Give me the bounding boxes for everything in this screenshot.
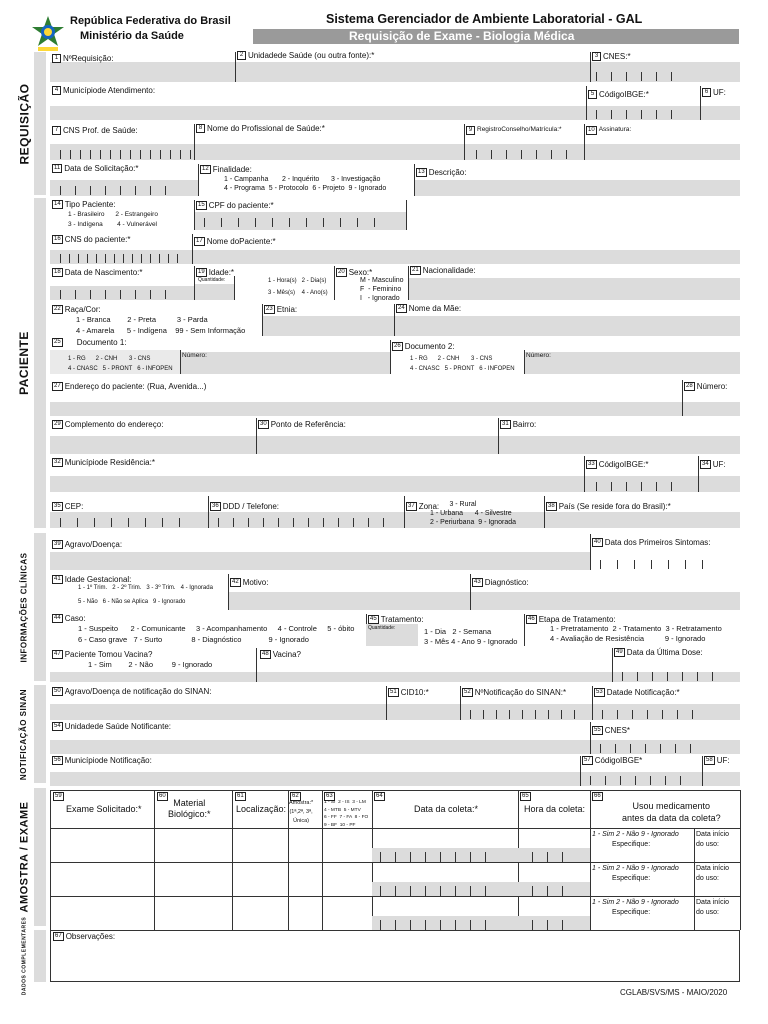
- field-idade-gestacional[interactable]: 41 Idade Gestacional:: [54, 575, 132, 584]
- documento-2-options: 1 - RG 2 - CNH 3 - CNS 4 - CNASC 5 - PRONT 6 - INFOPEN: [410, 356, 515, 372]
- form-title: Requisição de Exame - Biologia Médica: [253, 29, 739, 44]
- field-uf[interactable]: 6 UF:: [702, 88, 726, 97]
- field-diagnostico[interactable]: 43 Diagnóstico:: [474, 578, 529, 587]
- field-descricao[interactable]: 13 Descrição:: [418, 168, 467, 177]
- data-inicio-1: Data início do uso:: [696, 831, 730, 848]
- vacina-options: 1 - Sim 2 - Não 9 - Ignorado: [88, 660, 213, 669]
- field-data-nascimento[interactable]: 18 Data de Nascimento:*: [54, 268, 143, 277]
- idade-gestacional-options: 1 - 1º Trim. 2 - 2º Trim. 3 - 3º Trim. 4 - Ignorada 5 - Não 6 - Não se Aplica 9 - Ignorado: [78, 585, 213, 605]
- idade-options: 1 - Hora(s) 2 - Dia(s) 3 - Mês(s) 4 - Ano(s): [268, 278, 328, 296]
- field-idade[interactable]: 19 Idade:*: [198, 268, 235, 277]
- section-requisicao: REQUISIÇÃO: [17, 82, 32, 165]
- idade-quantidade-label: Quantidade:: [198, 277, 226, 283]
- field-cns-paciente[interactable]: 16 CNS do paciente:*: [54, 235, 131, 244]
- field-endereco[interactable]: 27 Endereço do paciente: (Rua, Avenida...): [54, 382, 207, 391]
- field-agravo-doenca[interactable]: 39 Agravo/Doença:: [54, 540, 123, 549]
- col-amostra-codes: 1 - SI 2 - IS 3 - LM 4 - MTB 5 - MTV 6 - FF 7 - FA 8 - FO 9 - BF 10 - PF: [324, 800, 369, 828]
- field-uf-notificacao[interactable]: 58 UF:: [706, 756, 730, 765]
- col-exame-solicitado: Exame Solicitado:*: [66, 804, 142, 814]
- field-agravo-sinan[interactable]: 50 Agravo/Doença de notificação do SINAN:: [54, 687, 212, 696]
- tratamento-quantidade-label: Quantidade:: [368, 625, 396, 631]
- field-unidade-saude[interactable]: 2 Unidadede Saúde (ou outra fonte):*: [237, 51, 374, 60]
- field-cpf-paciente[interactable]: 15 CPF do paciente:*: [198, 201, 274, 210]
- section-paciente: PACIENTE: [17, 331, 32, 395]
- tipo-paciente-options: 1 - Brasileiro 2 - Estrangeiro 3 - Indígena 4 - Vulnerável: [68, 211, 158, 228]
- field-unidade-notificante[interactable]: 54 Unidadede Saúde Notificante:: [54, 722, 171, 731]
- field-municipio-notificacao[interactable]: 56 Municípiode Notificação:: [54, 756, 152, 765]
- col-localizacao: Localização:: [236, 804, 287, 814]
- field-finalidade[interactable]: 12 Finalidade:: [202, 165, 252, 174]
- field-tipo-paciente[interactable]: 14 Tipo Paciente:: [54, 200, 116, 209]
- section-amostra-exame: AMOSTRA / EXAME: [18, 801, 30, 913]
- data-inicio-2: Data início do uso:: [696, 865, 730, 882]
- section-notificacao-sinan: NOTIFICAÇÃO SINAN: [19, 688, 29, 780]
- col-hora-coleta: Hora da coleta:: [524, 804, 586, 814]
- col-data-coleta: Data da coleta:*: [414, 804, 479, 814]
- field-nome-paciente[interactable]: 17 Nome doPaciente:*: [196, 237, 276, 246]
- field-data-ultima-dose[interactable]: 49 Data da Última Dose:: [616, 648, 703, 657]
- field-cnes-notificante[interactable]: 55 CNES*: [594, 726, 631, 735]
- data-inicio-3: Data início do uso:: [696, 899, 730, 916]
- field-nome-profissional[interactable]: 8 Nome do Profissional de Saúde:*: [196, 124, 325, 133]
- medicamento-options-1: 1 - Sim 2 - Não 9 - Ignorado: [592, 831, 679, 838]
- field-uf-residencia[interactable]: 34 UF:: [702, 460, 726, 469]
- field-etnia[interactable]: 23 Etnia:: [266, 305, 298, 314]
- raca-options: 1 - Branca 2 - Preta 3 - Parda 4 - Amarela 5 - Indígena 99 - Sem Informação: [76, 315, 246, 335]
- country-name: República Federativa do Brasil: [70, 15, 231, 27]
- field-numero-endereco[interactable]: 28 Número:: [686, 382, 728, 391]
- col-material-biologico: Material Biológico:*: [168, 798, 211, 819]
- field-codigo-ibge-residencia[interactable]: 33 CódigoIBGE:*: [588, 460, 649, 469]
- col-amostra: Amostra:* (1ª,2ª, 3ª, Única): [289, 800, 314, 824]
- field-pais[interactable]: 38 País (Se reside fora do Brasil):*: [548, 502, 671, 511]
- field-municipio-residencia[interactable]: 32 Municípiode Residência:*: [54, 458, 155, 467]
- especifique-3: Especifique:: [612, 909, 651, 916]
- medicamento-options-2: 1 - Sim 2 - Não 9 - Ignorado: [592, 865, 679, 872]
- zona-options: 3 - Rural 1 - Urbana 4 - Silvestre 2 - Periurbana 9 - Ignorada: [430, 501, 516, 526]
- field-paciente-tomou-vacina[interactable]: 47 Paciente Tomou Vacina?: [54, 650, 153, 659]
- medicamento-options-3: 1 - Sim 2 - Não 9 - Ignorado: [592, 899, 679, 906]
- field-ddd-telefone[interactable]: 36 DDD / Telefone:: [212, 502, 280, 511]
- field-documento-2[interactable]: 26 Documento 2:: [394, 342, 455, 351]
- field-zona[interactable]: 37 Zona:: [408, 502, 440, 511]
- field-observacoes: 67 Observações:: [55, 932, 116, 941]
- caso-options: 1 - Suspeito 2 - Comunicante 3 - Acompanhamento 4 - Controle 5 - óbito 6 - Caso grave 7 - Surto 8 - Diagnóstico 9 - Ignorado: [78, 624, 355, 644]
- especifique-1: Especifique:: [612, 841, 651, 848]
- field-caso[interactable]: 44 Caso:: [54, 614, 86, 623]
- field-num-notificacao[interactable]: 52 NºNotificação do SINAN:*: [464, 688, 567, 697]
- observacoes-box[interactable]: [50, 930, 740, 982]
- documento-1-options: 1 - RG 2 - CNH 3 - CNS 4 - CNASC 5 - PRONT 6 - INFOPEN: [68, 356, 173, 372]
- field-codigo-ibge[interactable]: 5 CódigoIBGE:*: [588, 90, 649, 99]
- field-etapa-tratamento[interactable]: 46 Etapa de Tratamento:: [528, 615, 616, 624]
- footer-code: CGLAB/SVS/MS - MAIO/2020: [620, 988, 728, 997]
- especifique-2: Especifique:: [612, 875, 651, 882]
- field-municipio-atendimento[interactable]: 4 Municípiode Atendimento:: [52, 86, 155, 95]
- finalidade-options: 1 - Campanha 2 - Inquérito 3 - Investigação 4 - Programa 5 - Protocolo 6 - Projeto 9 - Ignorado: [224, 176, 387, 192]
- documento-2-numero[interactable]: Número:: [526, 352, 551, 359]
- etapa-options: 1 - Pretratamento 2 - Tratamento 3 - Retratamento 4 - Avaliação de Resistência 9 - Ignorado: [550, 624, 722, 643]
- field-complemento[interactable]: 29 Complemento do endereço:: [54, 420, 164, 429]
- sexo-options: M - Masculino F - Feminino I - Ignorado: [360, 277, 404, 302]
- field-cns-prof[interactable]: 7 CNS Prof. de Saúde:: [52, 126, 138, 135]
- field-num-requisicao[interactable]: 1 NºRequisição:: [52, 54, 114, 63]
- field-cnes[interactable]: 3 CNES:*: [592, 52, 631, 61]
- field-data-solicitacao[interactable]: 11 Data de Solicitação:*: [54, 164, 139, 173]
- documento-1-numero[interactable]: Número:: [182, 352, 207, 359]
- coat-of-arms-icon: [30, 14, 66, 54]
- ministry-name: Ministério da Saúde: [80, 30, 184, 42]
- field-tratamento[interactable]: 45 Tratamento:: [370, 615, 424, 624]
- field-nome-mae[interactable]: 24 Nome da Mãe:: [398, 304, 462, 313]
- field-ponto-referencia[interactable]: 30 Ponto de Referência:: [260, 420, 346, 429]
- field-cep[interactable]: 35 CEP:: [54, 502, 84, 511]
- field-codigo-ibge-notificacao[interactable]: 57 CódigoIBGE*: [584, 756, 643, 765]
- field-cid10[interactable]: 51 CID10:*: [390, 688, 429, 697]
- field-nacionalidade[interactable]: 21 Nacionalidade:: [412, 266, 476, 275]
- field-documento-1[interactable]: 25 Documento 1:: [54, 338, 127, 347]
- field-registro-conselho[interactable]: 9 RegistroConselho/Matrícula:*: [466, 126, 562, 135]
- field-bairro[interactable]: 31 Bairro:: [502, 420, 537, 429]
- field-assinatura[interactable]: 10 Assinatura:: [588, 126, 632, 133]
- col-usou-medicamento: Usou medicamento antes da data da coleta?: [622, 801, 721, 823]
- section-informacoes-clinicas: INFORMAÇÕES CLÍNICAS: [19, 552, 29, 662]
- field-vacina[interactable]: 48 Vacina?: [262, 650, 302, 659]
- field-data-primeiros-sintomas[interactable]: 40 Data dos Primeiros Sintomas:: [594, 538, 711, 547]
- field-raca-cor[interactable]: 22 Raça/Cor:: [54, 305, 101, 314]
- section-dados-complementares: DADOS COMPLEMENTARES: [21, 916, 27, 996]
- system-title: Sistema Gerenciador de Ambiente Laboratorial - GAL: [326, 12, 643, 26]
- field-data-notificacao[interactable]: 53 Datade Notificação:*: [596, 688, 680, 697]
- field-motivo[interactable]: 42 Motivo:: [232, 578, 269, 587]
- tratamento-options: 1 - Dia 2 - Semana 3 - Mês 4 - Ano 9 - Ignorado: [424, 627, 518, 646]
- field-sexo[interactable]: 20 Sexo:*: [338, 268, 373, 277]
